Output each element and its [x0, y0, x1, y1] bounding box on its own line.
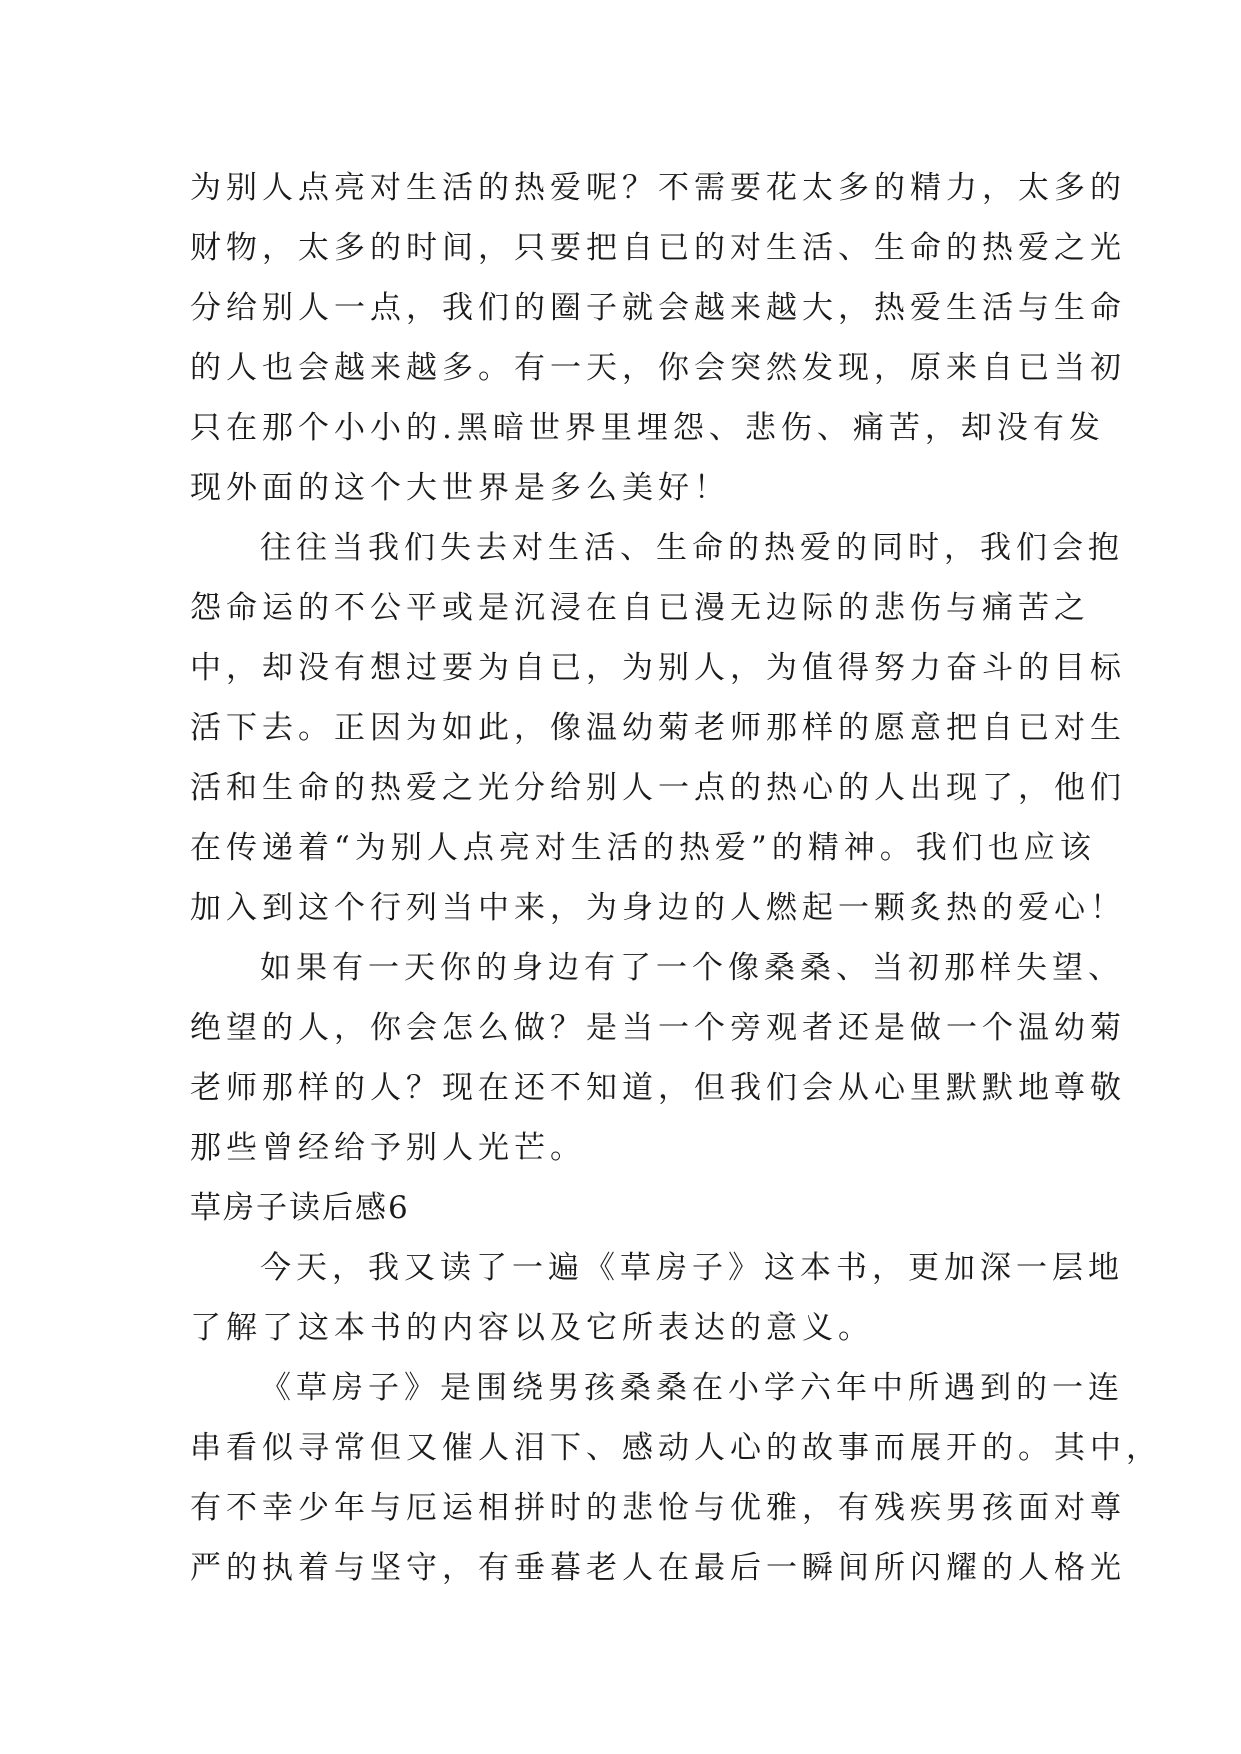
- text-line: 加入到这个行列当中来，为身边的人燃起一颗炙热的爱心！: [190, 890, 1126, 926]
- text-line: 活下去。正因为如此，像温幼菊老师那样的愿意把自已对生: [190, 710, 1126, 746]
- text-line: 往往当我们失去对生活、生命的热爱的同时，我们会抱: [260, 530, 1124, 566]
- text-line: 老师那样的人？现在还不知道，但我们会从心里默默地尊敬: [190, 1070, 1126, 1106]
- text-line: 分给别人一点，我们的圈子就会越来越大，热爱生活与生命: [190, 290, 1126, 326]
- text-line: 现外面的这个大世界是多么美好！: [190, 470, 730, 506]
- text-line: 怨命运的不公平或是沉浸在自已漫无边际的悲伤与痛苦之: [190, 590, 1090, 626]
- text-line: 的人也会越来越多。有一天，你会突然发现，原来自已当初: [190, 350, 1126, 386]
- text-line: 串看似寻常但又催人泪下、感动人心的故事而展开的。其中，: [190, 1430, 1162, 1466]
- paragraph: [190, 938, 1126, 1178]
- paragraph: [190, 1238, 1124, 1358]
- text-line: 那些曾经给予别人光芒。: [190, 1130, 586, 1166]
- text-line: 活和生命的热爱之光分给别人一点的热心的人出现了，他们: [190, 770, 1126, 806]
- text-line: 严的执着与坚守，有垂暮老人在最后一瞬间所闪耀的人格光: [190, 1550, 1126, 1586]
- text-line: 今天，我又读了一遍《草房子》这本书，更加深一层地: [260, 1250, 1124, 1286]
- paragraph: [190, 158, 1126, 518]
- text-line: 为别人点亮对生活的热爱呢？不需要花太多的精力，太多的: [190, 170, 1126, 206]
- text-line: 《草房子》是围绕男孩桑桑在小学六年中所遇到的一连: [260, 1370, 1124, 1406]
- section-heading: 草房子读后感6: [190, 1190, 410, 1226]
- paragraph: [190, 518, 1126, 938]
- text-line: 中，却没有想过要为自已，为别人，为值得努力奋斗的目标: [190, 650, 1126, 686]
- text-line: 财物，太多的时间，只要把自已的对生活、生命的热爱之光: [190, 230, 1126, 266]
- text-line: 有不幸少年与厄运相拼时的悲怆与优雅，有残疾男孩面对尊: [190, 1490, 1126, 1526]
- text-line: 如果有一天你的身边有了一个像桑桑、当初那样失望、: [260, 950, 1124, 986]
- text-line: 绝望的人，你会怎么做？是当一个旁观者还是做一个温幼菊: [190, 1010, 1126, 1046]
- document-body: [190, 158, 1162, 1598]
- paragraph: [190, 1358, 1162, 1598]
- text-line: 了解了这本书的内容以及它所表达的意义。: [190, 1310, 874, 1346]
- text-line: 只在那个小小的.黑暗世界里埋怨、悲伤、痛苦，却没有发: [190, 410, 1105, 446]
- text-line: 在传递着“为别人点亮对生活的热爱”的精神。我们也应该: [190, 830, 1096, 866]
